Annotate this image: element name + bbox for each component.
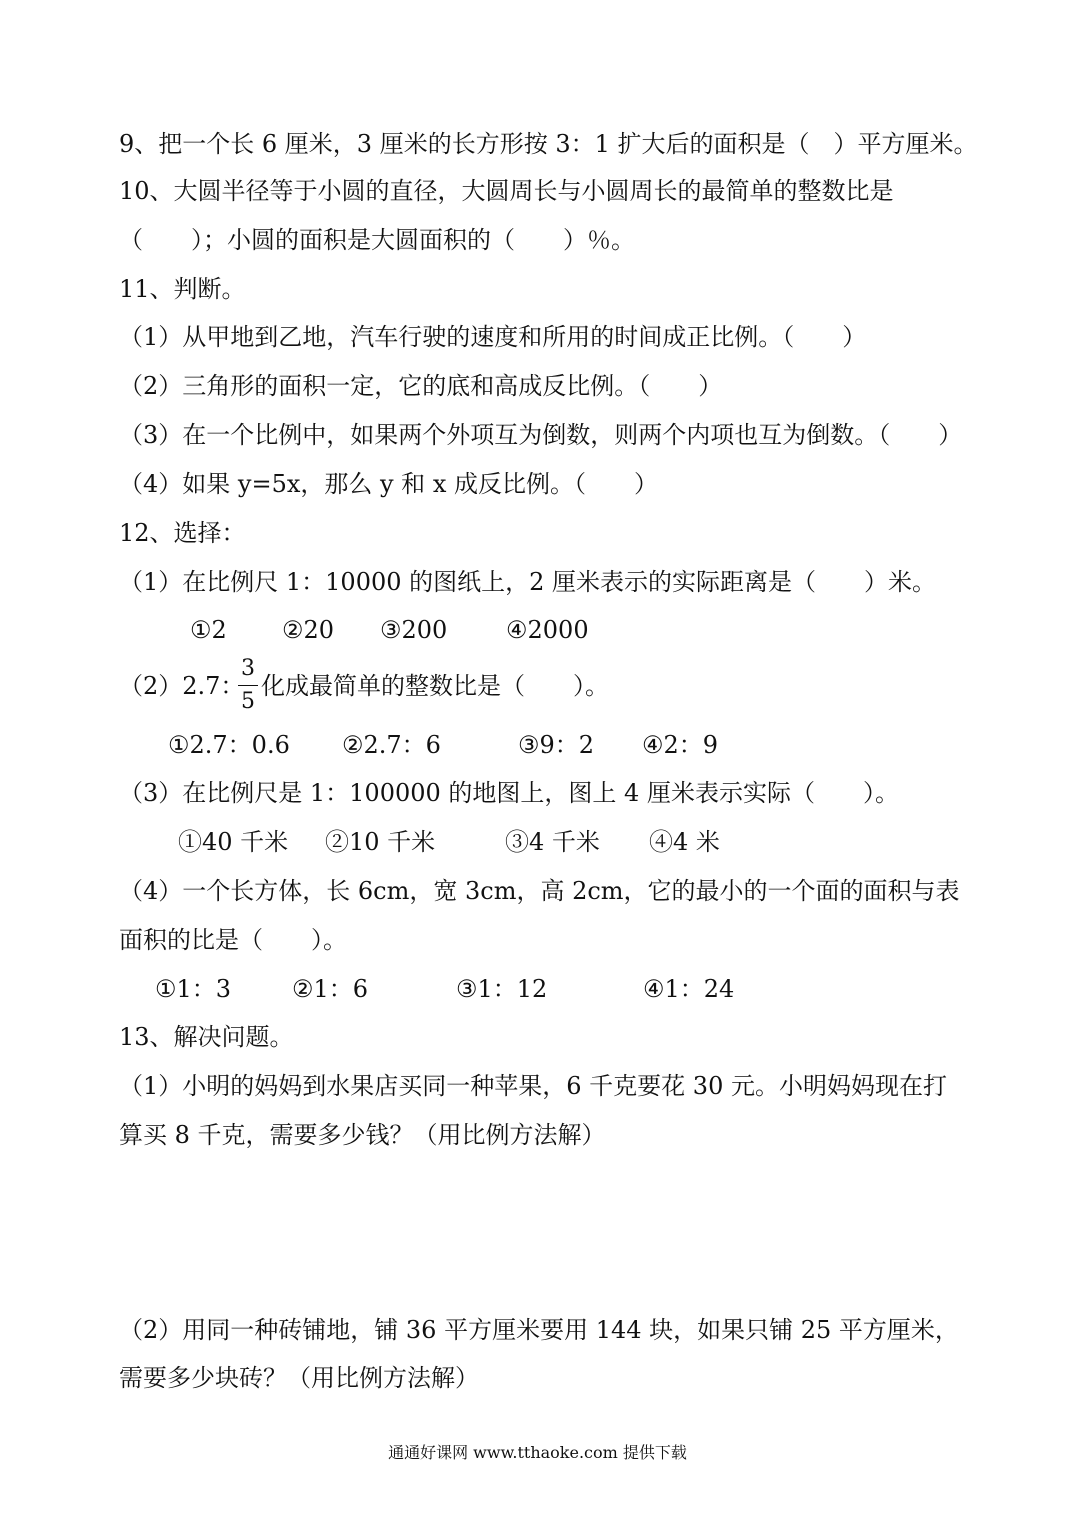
q12-1-option-3: ③200 [380, 616, 448, 644]
q12-3-option-2: ②10 千米 [325, 828, 436, 856]
q12-4-option-2: ②1：6 [292, 975, 369, 1003]
q12-1-option-1: ①2 [190, 616, 227, 644]
question-13-2-line-2: 需要多少块砖？（用比例方法解） [119, 1364, 479, 1392]
question-13-2-line-1: （2）用同一种砖铺地，铺 36 平方厘米要用 144 块，如果只铺 25 平方厘米， [119, 1316, 959, 1344]
q12-2-option-2: ②2.7：6 [342, 731, 441, 759]
fraction-three-fifths [237, 656, 259, 715]
q12-3-option-3: ③4 千米 [505, 828, 600, 856]
q12-3-option-1: ①40 千米 [178, 828, 289, 856]
question-12-3-stem: （3）在比例尺是 1：100000 的地图上，图上 4 厘米表示实际（ ）。 [119, 779, 899, 807]
question-12-2-stem-before: （2）2.7： [119, 672, 245, 700]
question-11-item-4: （4）如果 y=5x，那么 y 和 x 成反比例。（ ） [119, 470, 658, 498]
fraction-denominator: 5 [241, 689, 255, 714]
q12-4-option-4: ④1：24 [643, 975, 735, 1003]
question-10-line-2: （ ）；小圆的面积是大圆面积的（ ）％。 [119, 226, 635, 254]
q12-4-option-3: ③1：12 [456, 975, 548, 1003]
q12-2-option-4: ④2：9 [642, 731, 719, 759]
question-13-title: 13、解决问题。 [119, 1023, 294, 1051]
page-footer: 通通好课网 www.tthaoke.com 提供下载 [388, 1443, 687, 1462]
question-13-1-line-2: 算买 8 千克，需要多少钱？（用比例方法解） [119, 1121, 606, 1149]
question-11-item-2: （2）三角形的面积一定，它的底和高成反比例。（ ） [119, 372, 723, 400]
question-11-item-1: （1）从甲地到乙地，汽车行驶的速度和所用的时间成正比例。（ ） [119, 323, 867, 351]
q12-1-option-2: ②20 [282, 616, 335, 644]
fraction-bar [238, 685, 258, 686]
question-12-title: 12、选择： [119, 519, 246, 547]
q12-2-option-1: ①2.7：0.6 [168, 731, 290, 759]
q12-4-option-1: ①1：3 [155, 975, 232, 1003]
fraction-numerator: 3 [241, 656, 255, 681]
question-12-2-stem-after: 化成最简单的整数比是（ ）。 [261, 672, 609, 700]
question-12-4-line-2: 面积的比是（ ）。 [119, 926, 347, 954]
question-13-1-line-1: （1）小明的妈妈到水果店买同一种苹果，6 千克要花 30 元。小明妈妈现在打 [119, 1072, 947, 1100]
question-10-line-1: 10、大圆半径等于小圆的直径，大圆周长与小圆周长的最简单的整数比是 [119, 177, 894, 205]
q12-3-option-4: ④4 米 [649, 828, 720, 856]
question-11-title: 11、判断。 [119, 275, 246, 303]
q12-2-option-3: ③9：2 [518, 731, 595, 759]
question-9: 9、把一个长 6 厘米，3 厘米的长方形按 3：1 扩大后的面积是（ ）平方厘米。 [119, 130, 978, 158]
q12-1-option-4: ④2000 [506, 616, 589, 644]
question-12-1-stem: （1）在比例尺 1：10000 的图纸上，2 厘米表示的实际距离是（ ）米。 [119, 568, 937, 596]
question-12-4-line-1: （4）一个长方体，长 6cm，宽 3cm，高 2cm，它的最小的一个面的面积与表 [119, 877, 960, 905]
question-11-item-3: （3）在一个比例中，如果两个外项互为倒数，则两个内项也互为倒数。（ ） [119, 421, 963, 449]
